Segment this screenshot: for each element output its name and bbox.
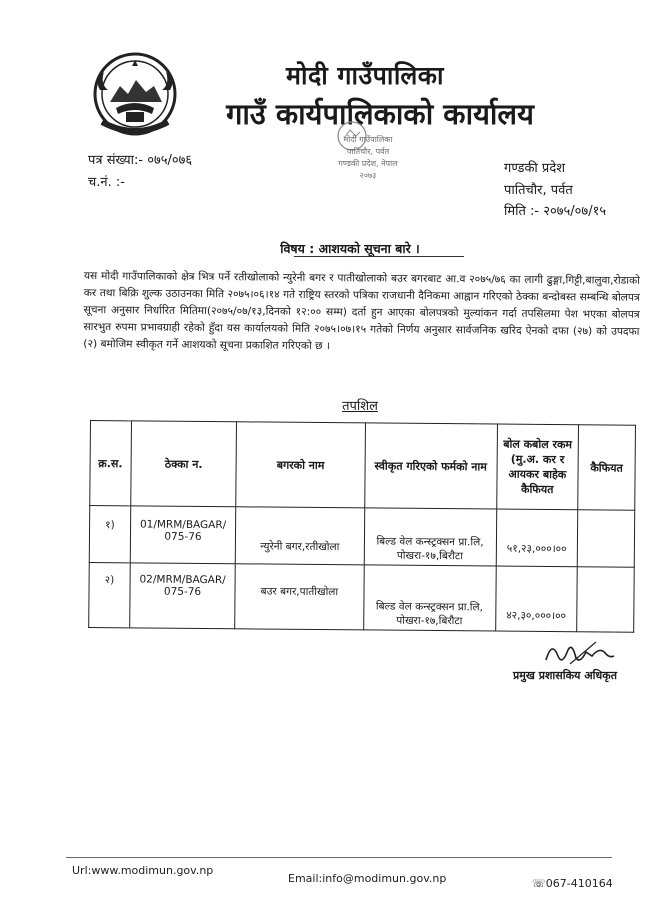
office-name: गाउँ कार्यपालिकाको कार्यालय — [226, 97, 534, 131]
footer-url: Url:www.modimun.gov.np — [72, 864, 214, 877]
footer-phone — [532, 877, 613, 890]
table-title: तपशिल — [342, 399, 378, 414]
signatory-title: प्रमुख प्रशासकिय अधिकृत — [513, 669, 617, 682]
header-serial: क्र.स. — [90, 421, 131, 506]
table-row — [89, 506, 634, 568]
phone-icon: ☏ — [532, 877, 546, 890]
cell-contract-no: 01/MRM/BAGAR/ 075-76 — [130, 506, 236, 564]
dispatch-number: च.नं. :- — [88, 175, 125, 190]
province-name: गण्डकी प्रदेश — [504, 161, 566, 176]
handwritten-signature — [540, 636, 620, 670]
notice-body: यस मोदी गाउँपालिकाको क्षेत्र भित्र पर्ने रतीखोलाको न्युरेनी बगर र पातीखोलाको बउर बगरबाट आ.व २०७५/७६ का लागी ढुङ्गा,गिट्टी,बालुवा,रोडाको कर तथा बिक्रि शुल्क उठाउनका मिति २०७५।०६।१४ गते राष्ट्रिय स्तरको पत्रिका राजधानी दैनिकमा आह्वान गरिएको ठेक्का बन्दोबस्त सम्बन्धि बोलपत्र सूचना अनुसार निर्धारित मितिमा(२०७५/०७/१३,दिनको १२:०० सम्म) दर्ता हुन आएका बोलपत्रको मुल्यांकन गर्दा तपसिलमा पेश भएका बोलपत्र सारभुत रुपमा प्रभावग्राही रहेको हुँदा यस कार्यालयको मिति २०७५।०७।१५ गतेको निर्णय अनुसार सार्वजनिक खरिद ऐनको दफा (२७) को उपदफा (२) बमोजिम स्वीकृत गर्ने आशयको सूचना प्रकाशित गरिएको छ । — [83, 269, 640, 353]
reference-number: पत्र संख्या:- ०७५/०७६ — [88, 153, 193, 168]
cell-firm-name: बिल्ड वेल कन्स्ट्रक्सन प्रा.लि, पोखरा-१७,बिरौटा — [363, 565, 496, 631]
nepal-emblem-logo — [86, 50, 184, 142]
contract-table — [88, 420, 636, 633]
footer-divider — [66, 857, 612, 858]
letter-date: मिति :- २०७५/०७/१५ — [504, 204, 607, 219]
stamp-text-line4: २०७३ — [359, 171, 377, 180]
header-bid-amount: बोल कबोल रकम (मु.अ. कर र आयकर बाहेक कैफियत — [496, 424, 578, 510]
header-firm-name: स्वीकृत गरिएको फर्मको नाम — [364, 423, 497, 509]
cell-serial: १) — [89, 506, 130, 563]
header-bagar-name: बगरको नाम — [236, 422, 365, 508]
cell-firm-name: बिल्ड वेल कन्स्ट्रक्सन प्रा.लि, पोखरा-१७,बिरौटा — [364, 508, 497, 566]
header-contract-no: ठेक्का न. — [130, 421, 236, 507]
cell-bid-amount: ४२,३०,०००।०० — [495, 566, 577, 632]
cell-bagar-name: बउर बगर,पातीखोला — [235, 564, 364, 630]
cell-contract-no: 02/MRM/BAGAR/ 075-76 — [129, 563, 235, 629]
header-remarks: कैफियत — [578, 425, 636, 510]
subject-underline — [294, 256, 464, 257]
cell-bid-amount: ५१,२३,०००।०० — [496, 509, 578, 567]
office-location: पातिचौर, पर्वत — [504, 183, 573, 198]
footer-phone-number: 067-410164 — [545, 877, 613, 890]
footer-email: Email:info@modimun.gov.np — [288, 872, 447, 885]
stamp-text-line2: पातिचौर, पर्वत — [346, 147, 390, 156]
cell-remarks — [577, 510, 634, 567]
stamp-text-line3: गण्डकी प्रदेश, नेपाल — [338, 159, 398, 168]
table-row — [89, 562, 635, 632]
cell-bagar-name: न्युरेनी बगर,रतीखोला — [236, 507, 365, 565]
municipality-name: मोदी गाउँपालिका — [286, 61, 444, 90]
subject-line: विषय : आशयको सूचना बारे । — [280, 241, 420, 256]
table-header-row — [90, 421, 636, 511]
cell-serial: २) — [89, 562, 130, 627]
stamp-text-line1: मोदी गाउँपालिका — [343, 135, 393, 144]
cell-remarks — [577, 567, 635, 632]
